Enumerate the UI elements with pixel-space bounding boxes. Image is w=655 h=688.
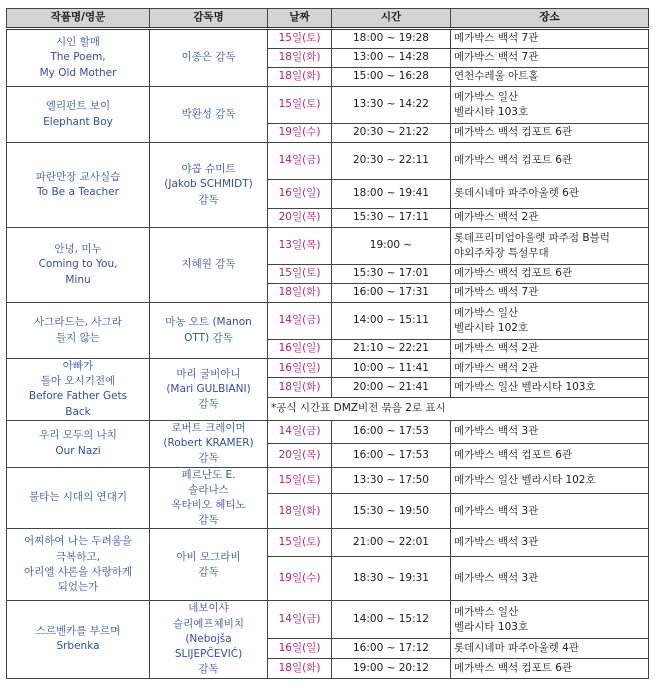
- venue-cell: [451, 493, 649, 529]
- time-cell: 19:00 ~: [332, 228, 451, 265]
- text-line: 롯데시네마 파주아울렛 6관: [454, 187, 579, 200]
- time-cell: 15:30 ~ 19:50: [332, 493, 451, 529]
- time-cell: 13:30 ~ 17:50: [332, 467, 451, 493]
- text-line: 파란만장 교사실습: [35, 170, 121, 183]
- text-line: 메가박스 일산: [454, 306, 519, 319]
- screening-row: [7, 359, 649, 378]
- text-line: 스르벤카를 부르며: [35, 625, 121, 638]
- venue-cell: [451, 228, 649, 265]
- text-line: 극복하고,: [56, 550, 100, 563]
- director-cell: [150, 420, 268, 467]
- time-cell: 16:00 ~ 17:12: [332, 639, 451, 659]
- director-cell: [150, 87, 268, 143]
- text-line: My Old Mother: [39, 66, 117, 79]
- venue-cell: [451, 340, 649, 359]
- date-cell: 14일(금): [268, 303, 332, 340]
- text-line: 롯데시네마 파주아울렛 4관: [454, 642, 579, 655]
- film-title-cell: [7, 143, 150, 228]
- date-cell: 18일(화): [268, 493, 332, 529]
- text-line: 네보이샤: [188, 602, 229, 615]
- header-date: 날짜: [268, 9, 332, 29]
- text-line: 벨라시타 103호: [454, 620, 529, 633]
- date-cell: 15일(토): [268, 87, 332, 124]
- time-cell: 16:00 ~ 17:53: [332, 420, 451, 443]
- text-line: 연천수레울 아트홀: [454, 70, 539, 83]
- film-title-cell: [7, 29, 150, 87]
- date-cell: 13일(목): [268, 228, 332, 265]
- text-line: 메가박스 일산: [454, 605, 519, 618]
- time-cell: 13:30 ~ 14:22: [332, 87, 451, 124]
- time-cell: 18:30 ~ 19:31: [332, 557, 451, 601]
- text-line: 시인 할매: [56, 36, 100, 49]
- venue-cell: [451, 284, 649, 303]
- text-line: 메가박스 백석 7관: [454, 32, 539, 45]
- text-line: 메가박스 백석 컴포트 6관: [454, 267, 573, 280]
- text-line: (Mari GULBIANI): [166, 382, 251, 395]
- text-line: 지혜원 감독: [181, 258, 236, 271]
- text-line: 메가박스 일산 벨라시타 102호: [454, 473, 596, 486]
- time-cell: 19:00 ~ 20:12: [332, 658, 451, 678]
- header-film: 작품명/영문: [7, 9, 150, 29]
- text-line: (Jakob SCHMIDT): [164, 178, 253, 191]
- text-line: 이종은 감독: [181, 51, 236, 64]
- film-title-cell: [7, 228, 150, 303]
- date-cell: 18일(화): [268, 49, 332, 68]
- film-title-cell: [7, 601, 150, 678]
- text-line: 아리엘 샤론을 사랑하게: [23, 565, 133, 578]
- text-line: 사그라드는, 사그라: [34, 316, 122, 329]
- text-line: Back: [65, 405, 91, 418]
- text-line: Before Father Gets: [28, 390, 128, 403]
- text-line: 엘리펀트 보이: [45, 100, 111, 113]
- text-line: 마농 오트 (Manon: [165, 316, 252, 329]
- text-line: 야외주차장 특설무대: [454, 247, 549, 259]
- date-cell: 20일(목): [268, 209, 332, 228]
- text-line: 메가박스 백석 2관: [454, 342, 539, 355]
- director-cell: [150, 228, 268, 303]
- date-cell: 18일(화): [268, 68, 332, 87]
- venue-cell: [451, 639, 649, 659]
- venue-cell: [451, 143, 649, 180]
- header-venue: 장소: [451, 9, 649, 29]
- text-line: 안녕, 미누: [54, 243, 102, 256]
- date-cell: 18일(화): [268, 658, 332, 678]
- venue-cell: [451, 378, 649, 397]
- text-line: 메가박스 백석 3관: [454, 504, 539, 517]
- text-line: Srbenka: [56, 640, 100, 653]
- screening-row: [7, 303, 649, 340]
- screening-row: [7, 143, 649, 180]
- date-cell: 19일(수): [268, 124, 332, 143]
- schedule-note: *공식 시간표 DMZ비전 묶음 2로 표시: [268, 397, 649, 420]
- text-line: 메가박스 백석 컴포트 6관: [454, 448, 573, 461]
- text-line: Coming to You,: [38, 258, 118, 271]
- date-cell: 15일(토): [268, 529, 332, 557]
- time-cell: 18:00 ~ 19:28: [332, 29, 451, 49]
- text-line: 메가박스 백석 컴포트 6관: [454, 154, 573, 167]
- venue-cell: [451, 209, 649, 228]
- text-line: 메가박스 백석 3관: [454, 572, 539, 585]
- text-line: OTT) 감독: [184, 331, 233, 344]
- venue-cell: [451, 658, 649, 678]
- text-line: 메가박스 일산 벨라시타 103호: [454, 380, 596, 393]
- date-cell: 16일(일): [268, 359, 332, 378]
- text-line: 불타는 시대의 연대기: [29, 491, 127, 504]
- time-cell: 15:30 ~ 17:01: [332, 265, 451, 284]
- text-line: 감독: [198, 193, 219, 206]
- time-cell: 20:30 ~ 22:11: [332, 143, 451, 180]
- venue-cell: [451, 303, 649, 340]
- director-cell: [150, 601, 268, 678]
- text-line: 벨라시타 102호: [454, 322, 529, 334]
- text-line: 벨라시타 103호: [454, 106, 529, 118]
- text-line: 슬리예프체비치: [172, 617, 244, 630]
- text-line: 되었는가: [57, 581, 99, 594]
- film-title-cell: [7, 359, 150, 421]
- time-cell: 21:00 ~ 22:01: [332, 529, 451, 557]
- venue-cell: [451, 444, 649, 467]
- date-cell: 18일(화): [268, 284, 332, 303]
- text-line: 감독: [198, 398, 219, 411]
- screening-row: [7, 29, 649, 49]
- text-line: 우리 모두의 나치: [39, 429, 117, 442]
- text-line: To Be a Teacher: [37, 186, 119, 198]
- venue-cell: [451, 601, 649, 639]
- venue-cell: [451, 557, 649, 601]
- date-cell: 14일(금): [268, 143, 332, 180]
- schedule-table: [6, 8, 649, 679]
- film-title-cell: [7, 529, 150, 601]
- time-cell: 18:00 ~ 19:41: [332, 180, 451, 209]
- venue-cell: [451, 265, 649, 284]
- date-cell: 20일(목): [268, 444, 332, 467]
- text-line: 감독: [198, 565, 219, 578]
- text-line: The Poem,: [50, 51, 106, 64]
- director-cell: [150, 359, 268, 421]
- text-line: 돌아 오시기전에: [40, 375, 116, 388]
- text-line: (Nebojša: [185, 632, 232, 645]
- text-line: 메가박스 일산: [454, 90, 519, 103]
- venue-cell: [451, 68, 649, 87]
- director-cell: [150, 143, 268, 228]
- text-line: 감독: [198, 663, 219, 676]
- text-line: 페르난도 E.: [181, 468, 236, 481]
- text-line: Elephant Boy: [43, 115, 113, 128]
- date-cell: 15일(토): [268, 467, 332, 493]
- screening-row: [7, 87, 649, 124]
- venue-cell: [451, 124, 649, 143]
- time-cell: 16:00 ~ 17:53: [332, 444, 451, 467]
- director-cell: [150, 29, 268, 87]
- date-cell: 16일(일): [268, 180, 332, 209]
- screening-row: [7, 529, 649, 557]
- header-time: 시간: [332, 9, 451, 29]
- text-line: 메가박스 백석 2관: [454, 211, 539, 224]
- time-cell: 16:00 ~ 17:31: [332, 284, 451, 303]
- time-cell: 21:10 ~ 22:21: [332, 340, 451, 359]
- date-cell: 16일(일): [268, 340, 332, 359]
- text-line: Our Nazi: [55, 444, 101, 457]
- film-title-cell: [7, 87, 150, 143]
- venue-cell: [451, 180, 649, 209]
- time-cell: 15:30 ~ 17:11: [332, 209, 451, 228]
- film-title-cell: [7, 303, 150, 359]
- text-line: 메가박스 백석 컴포트 6관: [454, 126, 573, 139]
- text-line: 솔라나스: [188, 483, 229, 496]
- time-cell: 14:00 ~ 15:12: [332, 601, 451, 639]
- text-line: 박환성 감독: [181, 107, 236, 120]
- text-line: 메가박스 백석 2관: [454, 361, 539, 374]
- date-cell: 14일(금): [268, 420, 332, 443]
- venue-cell: [451, 29, 649, 49]
- text-line: SLIJEPČEVIĆ): [174, 648, 243, 661]
- time-cell: 14:00 ~ 15:11: [332, 303, 451, 340]
- director-cell: [150, 467, 268, 529]
- time-cell: 20:30 ~ 21:22: [332, 124, 451, 143]
- text-line: 아빠가: [62, 360, 94, 372]
- screening-row: [7, 420, 649, 443]
- date-cell: 18일(화): [268, 378, 332, 397]
- date-cell: 15일(토): [268, 265, 332, 284]
- text-line: 어찌하여 나는 두려움을: [23, 535, 133, 548]
- date-cell: 19일(수): [268, 557, 332, 601]
- time-cell: 10:00 ~ 11:41: [332, 359, 451, 378]
- text-line: 마리 굴비아니: [176, 367, 241, 380]
- text-line: 롯데프리미엄아울렛 파주점 B블럭: [454, 231, 610, 244]
- text-line: 메가박스 백석 컴포트 6관: [454, 661, 573, 674]
- film-title-cell: [7, 420, 150, 467]
- text-line: (Robert KRAMER): [163, 437, 254, 450]
- header-row: [7, 9, 649, 29]
- text-line: 감독: [198, 514, 219, 527]
- screening-row: [7, 601, 649, 639]
- venue-cell: [451, 359, 649, 378]
- venue-cell: [451, 49, 649, 68]
- time-cell: 20:00 ~ 21:41: [332, 378, 451, 397]
- screening-row: [7, 467, 649, 493]
- text-line: Minu: [65, 273, 91, 286]
- date-cell: 16일(일): [268, 639, 332, 659]
- time-cell: 15:00 ~ 16:28: [332, 68, 451, 87]
- date-cell: 14일(금): [268, 601, 332, 639]
- director-cell: [150, 529, 268, 601]
- director-cell: [150, 303, 268, 359]
- schedule-body: [7, 29, 649, 679]
- header-director: 감독명: [150, 9, 268, 29]
- venue-cell: [451, 87, 649, 124]
- venue-cell: [451, 420, 649, 443]
- text-line: 메가박스 백석 7관: [454, 286, 539, 299]
- text-line: 옥타비오 헤티노: [171, 498, 246, 511]
- text-line: 로버트 크레이머: [171, 421, 246, 434]
- text-line: 메가박스 백석 3관: [454, 425, 539, 438]
- film-title-cell: [7, 467, 150, 529]
- text-line: 메가박스 백석 3관: [454, 536, 539, 549]
- text-line: 감독: [198, 452, 219, 465]
- text-line: 메가박스 백석 7관: [454, 51, 539, 64]
- venue-cell: [451, 467, 649, 493]
- screening-row: [7, 228, 649, 265]
- text-line: 아비 모그라비: [176, 550, 241, 563]
- venue-cell: [451, 529, 649, 557]
- time-cell: 13:00 ~ 14:28: [332, 49, 451, 68]
- date-cell: 15일(토): [268, 29, 332, 49]
- text-line: 들지 않는: [56, 331, 100, 344]
- text-line: 야콥 슈미트: [181, 163, 236, 176]
